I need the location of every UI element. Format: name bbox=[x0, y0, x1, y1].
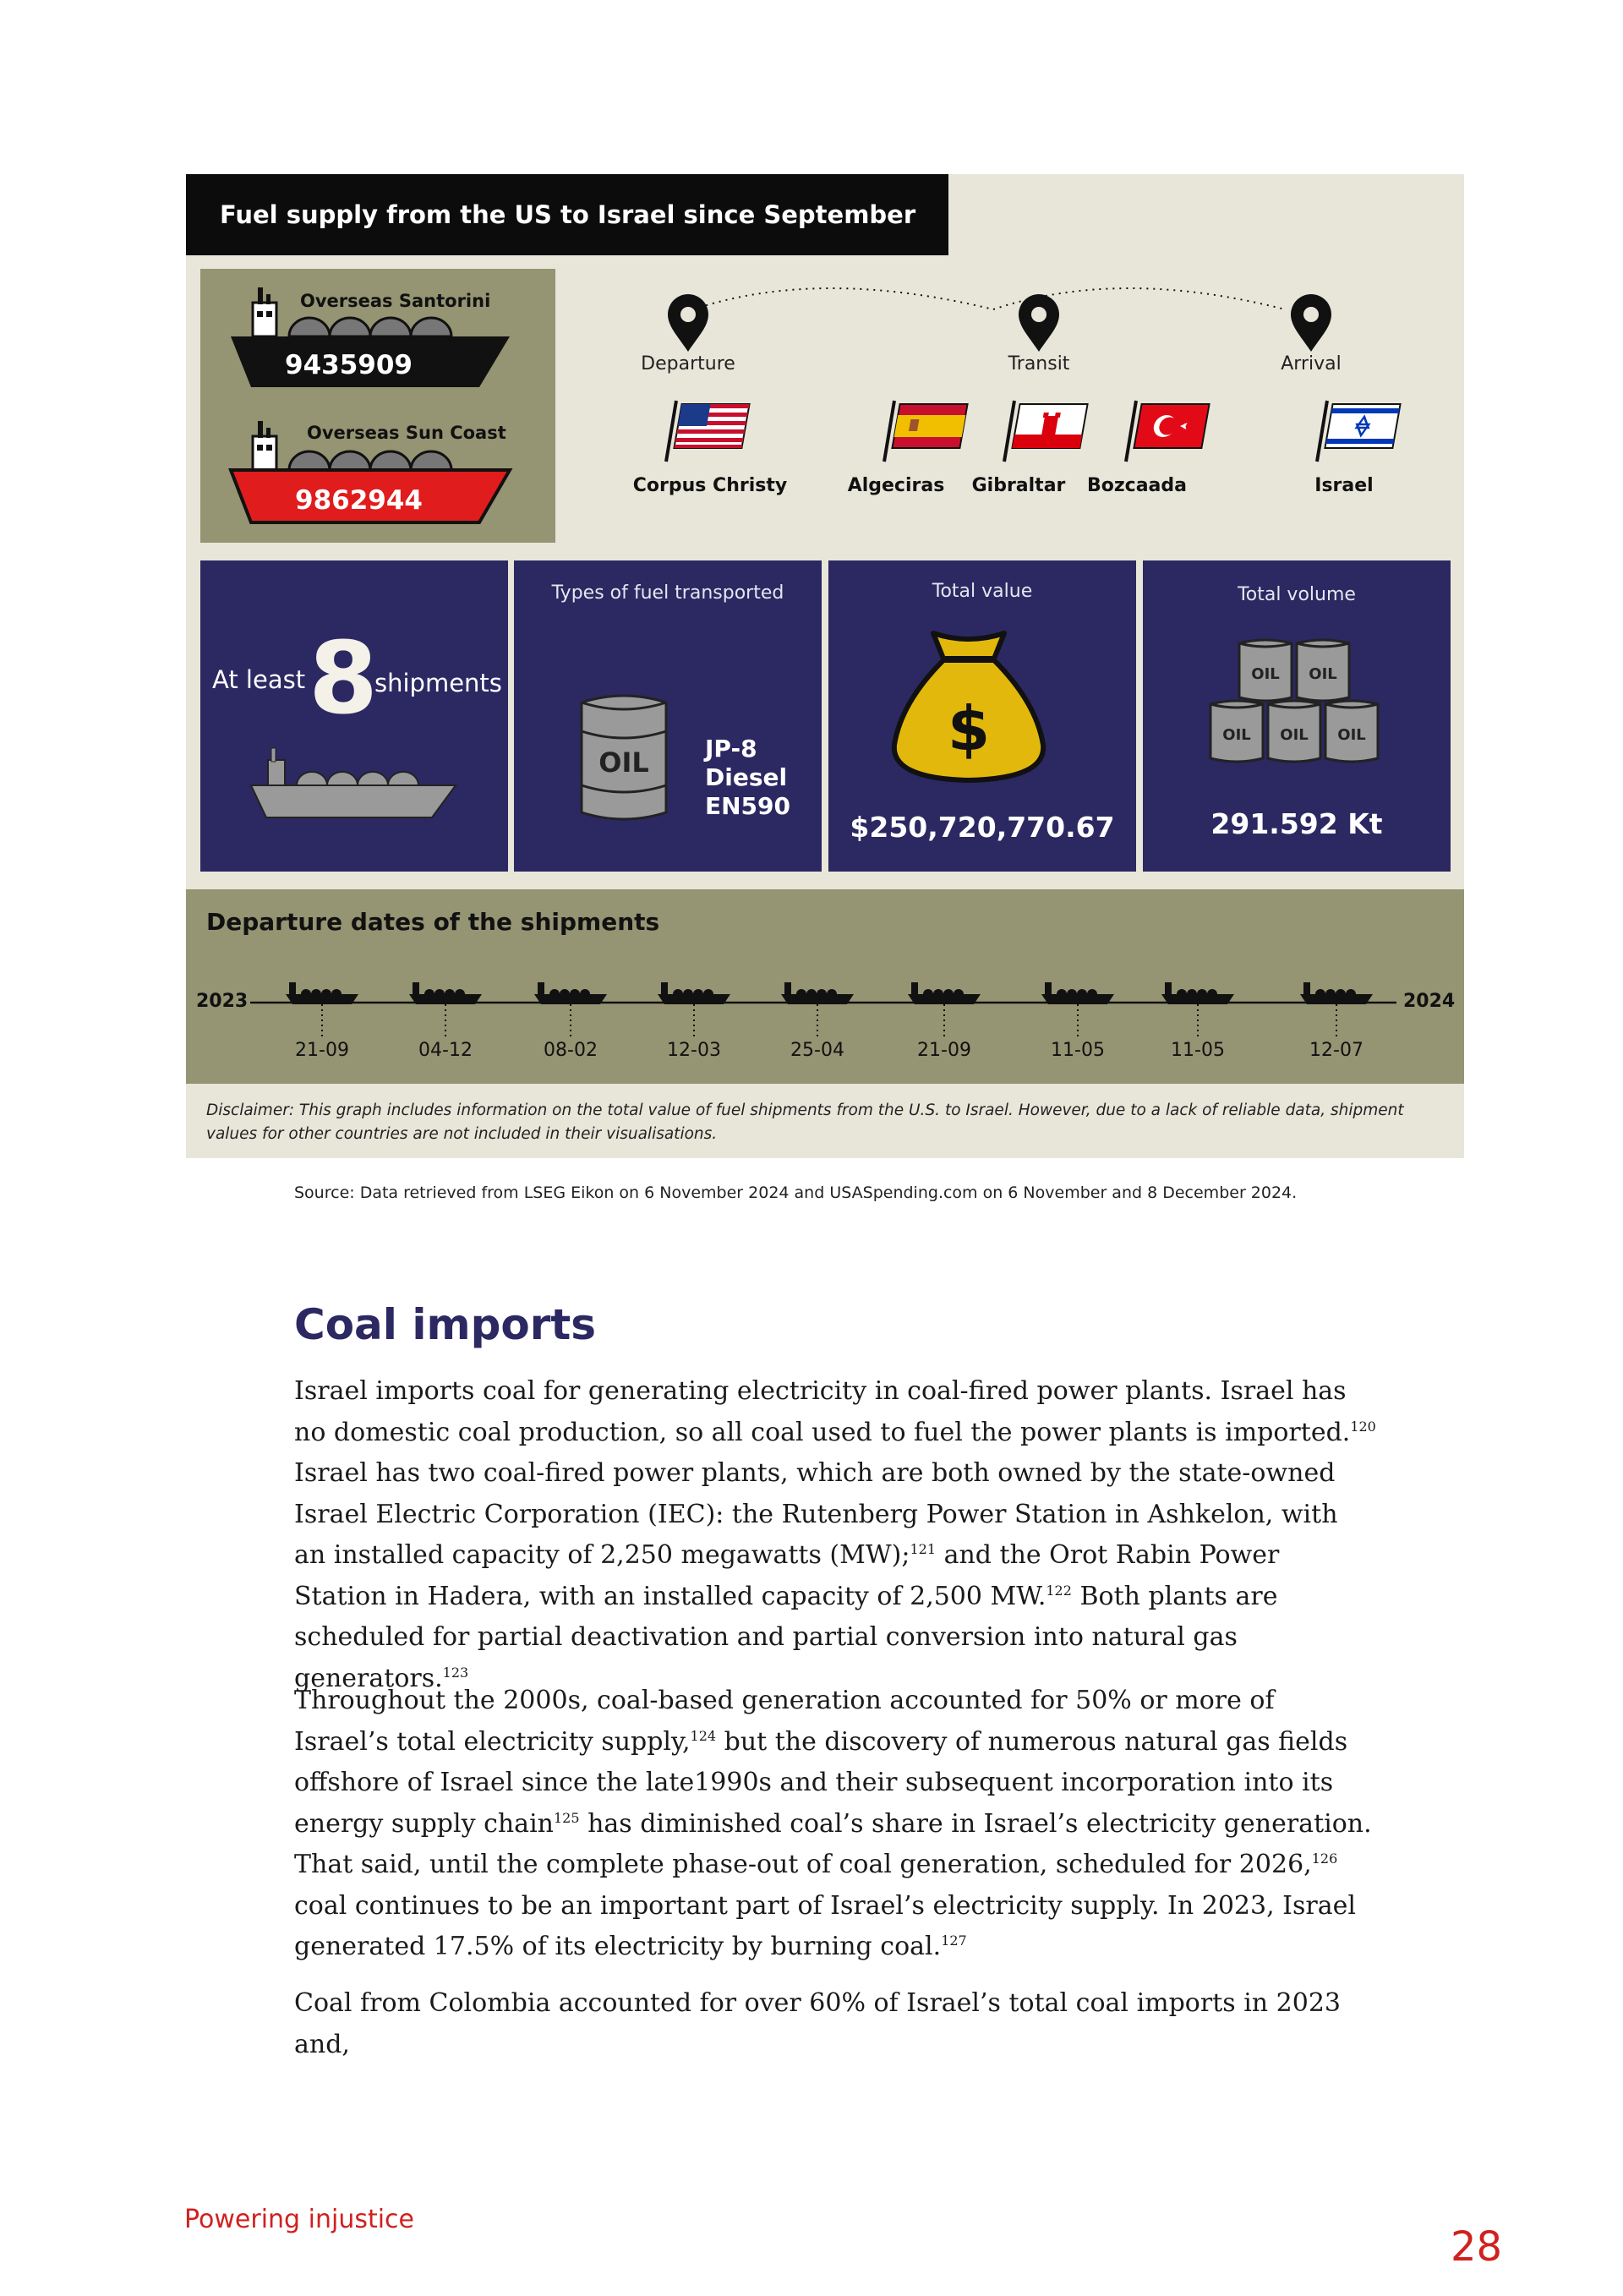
oil-barrel-label: OIL bbox=[1337, 726, 1366, 744]
map-pin-icon bbox=[1015, 292, 1063, 353]
total-value-label: Total value bbox=[932, 581, 1033, 602]
paragraph-text: Throughout the 2000s, coal-based generation accounted for 50% or more of Israel’s total electricity supply, bbox=[294, 1686, 1275, 1757]
section-heading: Coal imports bbox=[294, 1300, 597, 1349]
ship-imo-2: 9862944 bbox=[295, 485, 423, 516]
fuel-types-card bbox=[514, 560, 822, 872]
shipments-card bbox=[200, 560, 508, 872]
gibraltar-flag-icon bbox=[1003, 397, 1096, 465]
fuel-type-en590: EN590 bbox=[705, 792, 791, 820]
money-bag-icon bbox=[884, 626, 1053, 787]
footer-document-title: Powering injustice bbox=[184, 2205, 415, 2234]
oil-barrel-label: OIL bbox=[1251, 665, 1280, 683]
timeline-ship-icon bbox=[534, 982, 607, 1038]
footnote-marker: 125 bbox=[554, 1809, 580, 1826]
paragraph-1 bbox=[294, 1371, 1376, 1699]
shipments-prefix: At least bbox=[212, 665, 306, 694]
ship-imo-1: 9435909 bbox=[285, 350, 413, 380]
total-volume-amount: 291.592 Kt bbox=[1210, 807, 1383, 840]
total-volume-label: Total volume bbox=[1238, 584, 1356, 605]
port-corpus-christy: Corpus Christy bbox=[632, 475, 788, 496]
paragraph-text: Israel imports coal for generating electricity in coal-fired power plants. Israel has no domestic coal production, so all coal used to fuel the power plants is imported. bbox=[294, 1376, 1351, 1447]
paragraph-text: Both plants are scheduled for partial deactivation and partial conversion into natural gas generators. bbox=[294, 1581, 1278, 1693]
timeline-ship-icon bbox=[908, 982, 981, 1038]
total-volume-card bbox=[1143, 560, 1451, 872]
port-gibraltar: Gibraltar bbox=[971, 475, 1066, 496]
timeline-date-label: 12-07 bbox=[1309, 1040, 1363, 1061]
paragraph-text: Israel has two coal-fired power plants, which are both owned by the state-owned Israel Electric Corporation (IEC): the Rutenberg Power Station in Ashkelon, with an installed capacity of 2,250 megawatts (MW); bbox=[294, 1458, 1338, 1570]
timeline-ship-icon bbox=[1041, 982, 1114, 1038]
timeline-date-label: 04-12 bbox=[418, 1040, 473, 1061]
ships-panel bbox=[200, 269, 555, 543]
timeline-ship-icon bbox=[1161, 982, 1234, 1038]
ship-name-1: Overseas Santorini bbox=[300, 291, 491, 311]
footnote-marker: 124 bbox=[690, 1727, 717, 1744]
timeline-date-label: 12-03 bbox=[667, 1040, 721, 1061]
paragraph-text: coal continues to be an important part of Israel’s electricity supply. In 2023, Israel generated 17.5% of its electricity by burning coal. bbox=[294, 1890, 1356, 1961]
timeline-ship-icon bbox=[286, 982, 358, 1038]
departure-label: Departure bbox=[641, 353, 735, 374]
footnote-marker: 126 bbox=[1311, 1850, 1338, 1867]
port-israel: Israel bbox=[1314, 475, 1374, 496]
timeline-date-label: 25-04 bbox=[790, 1040, 844, 1061]
timeline-date-label: 11-05 bbox=[1051, 1040, 1105, 1061]
transit-label: Transit bbox=[1008, 353, 1070, 374]
fuel-type-list bbox=[705, 735, 790, 821]
map-pin-icon bbox=[1287, 292, 1335, 353]
port-bozcaada: Bozcaada bbox=[1086, 475, 1187, 496]
israel-flag-icon bbox=[1315, 397, 1408, 465]
timeline-date-label: 21-09 bbox=[295, 1040, 349, 1061]
footnote-marker: 127 bbox=[941, 1932, 967, 1949]
infographic-title: Fuel supply from the US to Israel since September bbox=[186, 174, 948, 255]
oil-barrel-label: OIL bbox=[598, 746, 649, 779]
map-pin-icon bbox=[664, 292, 712, 353]
paragraph-2 bbox=[294, 1681, 1376, 1968]
spain-flag-icon bbox=[883, 397, 975, 465]
timeline-ship-icon bbox=[409, 982, 482, 1038]
footnote-marker: 121 bbox=[910, 1541, 937, 1557]
timeline-date-label: 11-05 bbox=[1171, 1040, 1225, 1061]
dollar-symbol: $ bbox=[947, 693, 991, 764]
footnote-marker: 120 bbox=[1350, 1418, 1376, 1435]
paragraph-text: but the discovery of numerous natural gas fields offshore of Israel since the late1990s and their subsequent incorporation into its energy supply chain bbox=[294, 1726, 1348, 1839]
fuel-type-diesel: Diesel bbox=[705, 763, 788, 791]
fuel-supply-infographic bbox=[186, 174, 1464, 1158]
us-flag-icon bbox=[664, 397, 757, 465]
tanker-ship-icon bbox=[248, 741, 459, 826]
port-algeciras: Algeciras bbox=[847, 475, 945, 496]
timeline-date-label: 21-09 bbox=[917, 1040, 971, 1061]
oil-barrel-icon bbox=[573, 694, 675, 821]
arrival-label: Arrival bbox=[1281, 353, 1342, 374]
paragraph-text: has diminished coal’s share in Israel’s electricity generation. That said, until the complete phase-out of coal generation, scheduled for 2026, bbox=[294, 1808, 1372, 1879]
paragraph-3: Coal from Colombia accounted for over 60% of Israel’s total coal imports in 2023 and, bbox=[294, 1988, 1341, 2059]
fuel-types-label: Types of fuel transported bbox=[551, 582, 784, 604]
fuel-type-jp8: JP-8 bbox=[705, 735, 757, 763]
timeline-title: Departure dates of the shipments bbox=[206, 908, 660, 936]
source-note: Source: Data retrieved from LSEG Eikon on 6 November 2024 and USASpending.com on 6 November and 8 December 2024. bbox=[294, 1184, 1298, 1202]
page-number: 28 bbox=[1451, 2223, 1503, 2271]
timeline-ship-icon bbox=[1300, 982, 1373, 1038]
paragraph-text: and the Orot Rabin Power Station in Hadera, with an installed capacity of 2,500 MW. bbox=[294, 1540, 1280, 1611]
oil-barrels-stack-icon bbox=[1209, 637, 1386, 780]
departure-timeline-panel bbox=[186, 889, 1464, 1084]
oil-barrel-label: OIL bbox=[1280, 726, 1309, 744]
total-value-card bbox=[828, 560, 1136, 872]
footnote-marker: 123 bbox=[442, 1664, 469, 1681]
timeline-end-year: 2024 bbox=[1403, 991, 1456, 1012]
ship-name-2: Overseas Sun Coast bbox=[307, 423, 506, 443]
shipments-count: 8 bbox=[309, 620, 379, 736]
timeline-ship-icon bbox=[658, 982, 730, 1038]
shipments-suffix: shipments bbox=[374, 669, 502, 697]
disclaimer-text: Disclaimer: This graph includes information on the total value of fuel shipments from the U.S. to Israel. However, due to a lack of reliable data, shipment values for other countries are not included in their visualisations. bbox=[206, 1102, 1404, 1143]
footnote-marker: 122 bbox=[1046, 1582, 1072, 1599]
oil-barrel-label: OIL bbox=[1222, 726, 1251, 744]
oil-barrel-label: OIL bbox=[1309, 665, 1337, 683]
turkey-flag-icon bbox=[1124, 397, 1217, 465]
timeline-date-label: 08-02 bbox=[544, 1040, 598, 1061]
timeline-start-year: 2023 bbox=[196, 991, 249, 1012]
total-value-amount: $250,720,770.67 bbox=[850, 811, 1115, 844]
timeline-ship-icon bbox=[781, 982, 854, 1038]
